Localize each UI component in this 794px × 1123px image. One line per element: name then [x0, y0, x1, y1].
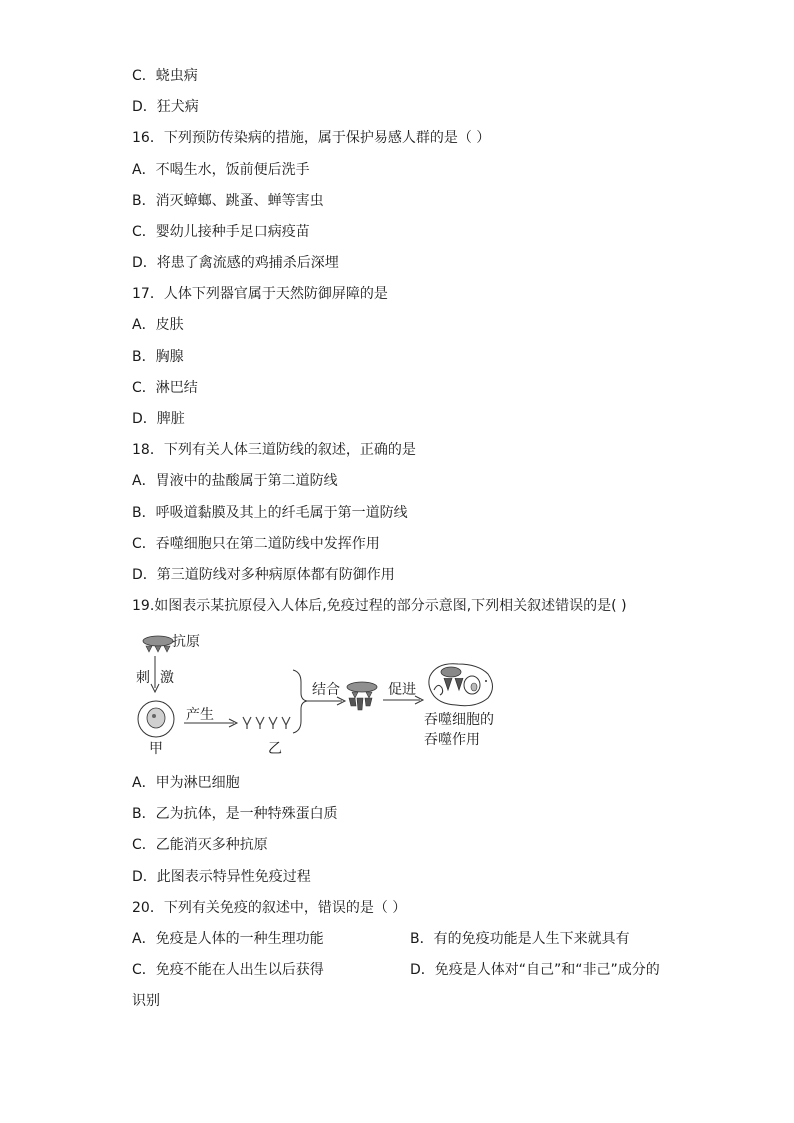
q20-option-a: A．免疫是人体的一种生理功能 [132, 931, 324, 947]
antigen-icon [143, 636, 173, 652]
q15-option-d: D．狂犬病 [132, 99, 199, 115]
label-yi: 乙 [268, 741, 282, 757]
q20-option-d-continuation: 识别 [132, 993, 160, 1009]
q17-option-a: A．皮肤 [132, 317, 184, 333]
q18-stem: 18．下列有关人体三道防线的叙述，正确的是 [132, 442, 416, 458]
q15-option-c: C．蛲虫病 [132, 68, 198, 84]
label-stimulate-2: 激 [160, 670, 174, 686]
antigen-antibody-complex-icon [347, 682, 377, 710]
q16-option-b: B．消灭蟑螂、跳蚤、蝉等害虫 [132, 193, 324, 209]
q19-option-a: A．甲为淋巴细胞 [132, 775, 240, 791]
q18-option-c: C．吞噬细胞只在第二道防线中发挥作用 [132, 536, 380, 552]
label-stimulate-1: 刺 [136, 670, 150, 686]
q18-option-b: B．呼吸道黏膜及其上的纤毛属于第一道防线 [132, 505, 408, 521]
q20-stem: 20．下列有关免疫的叙述中，错误的是（ ） [132, 900, 407, 916]
q19-option-d: D．此图表示特异性免疫过程 [132, 869, 311, 885]
q16-option-d: D．将患了禽流感的鸡捕杀后深埋 [132, 255, 339, 271]
label-antigen: 抗原 [172, 634, 200, 650]
q17-option-c: C．淋巴结 [132, 380, 198, 396]
q18-option-a: A．胃液中的盐酸属于第二道防线 [132, 473, 338, 489]
q17-option-b: B．胸腺 [132, 349, 184, 365]
label-combine: 结合 [312, 682, 340, 698]
q16-option-c: C．婴幼儿接种手足口病疫苗 [132, 224, 310, 240]
q17-option-d: D．脾脏 [132, 411, 185, 427]
label-phagocyte-line2: 吞噬作用 [424, 732, 480, 748]
q20-option-b: B．有的免疫功能是人生下来就具有 [410, 931, 630, 947]
label-produce: 产生 [186, 707, 214, 723]
q19-stem: 19.如图表示某抗原侵入人体后,免疫过程的部分示意图,下列相关叙述错误的是( ) [132, 598, 627, 614]
brace-icon [293, 670, 307, 733]
q20-option-c: C．免疫不能在人出生以后获得 [132, 962, 324, 978]
label-promote: 促进 [388, 682, 416, 698]
q19-option-b: B．乙为抗体，是一种特殊蛋白质 [132, 806, 338, 822]
q18-option-d: D．第三道防线对多种病原体都有防御作用 [132, 567, 395, 583]
antibody-icon [243, 717, 290, 729]
q17-stem: 17．人体下列器官属于天然防御屏障的是 [132, 286, 388, 302]
q19-option-c: C．乙能消灭多种抗原 [132, 837, 268, 853]
q20-option-d: D．免疫是人体对“自己”和“非己”成分的 [410, 962, 660, 978]
q16-stem: 16．下列预防传染病的措施，属于保护易感人群的是（ ） [132, 130, 491, 146]
phagocyte-icon [429, 664, 493, 706]
label-jia: 甲 [149, 741, 163, 757]
q16-option-a: A．不喝生水，饭前便后洗手 [132, 162, 310, 178]
lymphocyte-icon [138, 701, 174, 737]
label-phagocyte-line1: 吞噬细胞的 [424, 712, 494, 728]
